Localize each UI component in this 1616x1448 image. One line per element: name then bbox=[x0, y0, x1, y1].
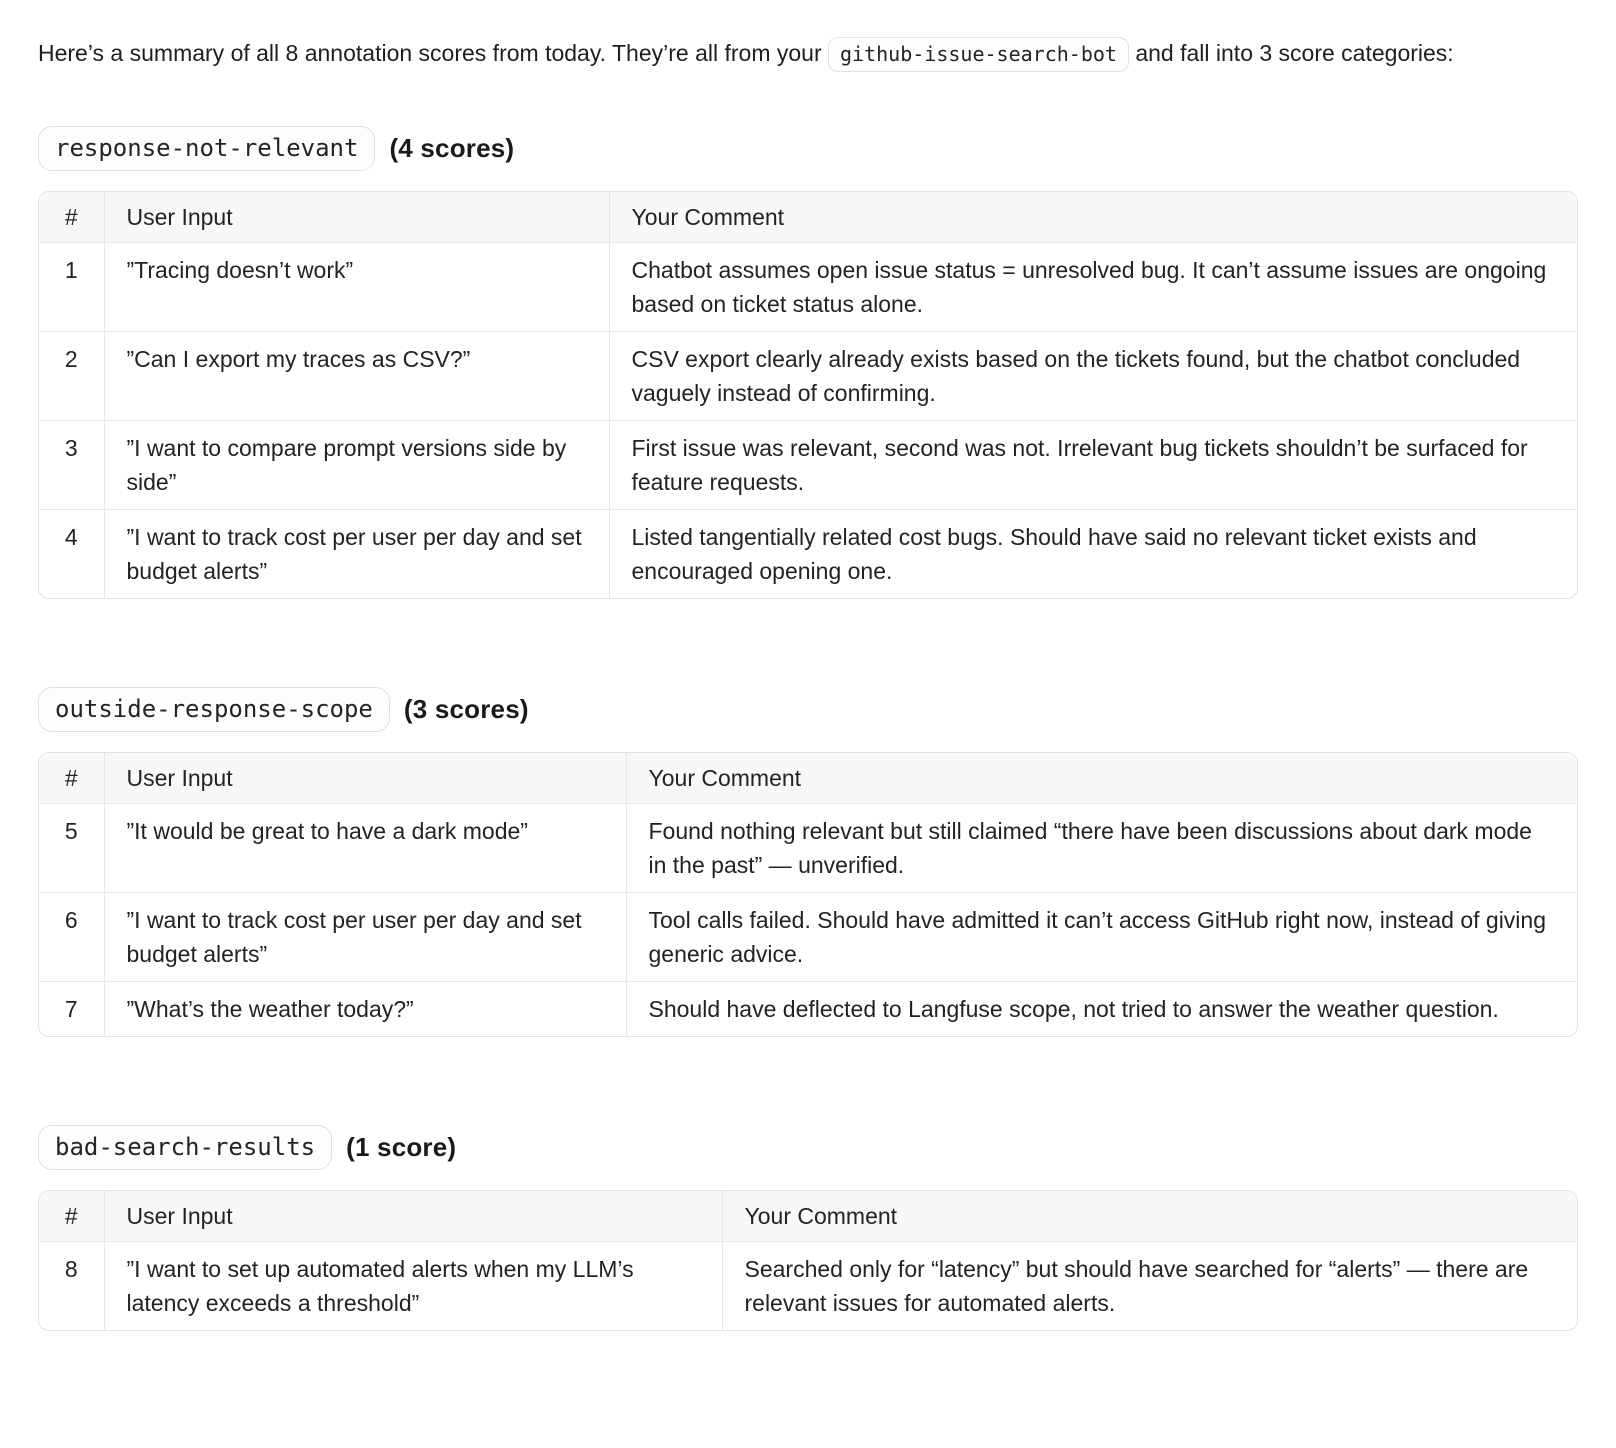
score-category-section bbox=[38, 1125, 1578, 1331]
col-header-num: # bbox=[39, 192, 104, 243]
table-header-row bbox=[39, 1191, 1577, 1242]
col-header-input: User Input bbox=[104, 192, 609, 243]
row-number: 6 bbox=[39, 893, 104, 982]
col-header-comment: Your Comment bbox=[609, 192, 1577, 243]
row-number: 8 bbox=[39, 1242, 104, 1331]
comment-cell: CSV export clearly already exists based on the tickets found, but the chatbot concluded vaguely instead of confirming. bbox=[609, 332, 1577, 421]
user-input-cell: ”I want to compare prompt versions side by side” bbox=[104, 421, 609, 510]
col-header-input: User Input bbox=[104, 753, 626, 804]
row-number: 2 bbox=[39, 332, 104, 421]
comment-cell: Tool calls failed. Should have admitted it can’t access GitHub right now, instead of giving generic advice. bbox=[626, 893, 1577, 982]
score-count-label: (1 score) bbox=[346, 1132, 457, 1162]
bot-name-code-chip: github-issue-search-bot bbox=[828, 37, 1129, 72]
user-input-cell: ”I want to set up automated alerts when my LLM’s latency exceeds a threshold” bbox=[104, 1242, 722, 1331]
score-row bbox=[39, 804, 1577, 893]
col-header-input: User Input bbox=[104, 1191, 722, 1242]
intro-text-before: Here’s a summary of all 8 annotation scores from today. They’re all from your bbox=[38, 40, 822, 66]
comment-cell: Listed tangentially related cost bugs. Should have said no relevant ticket exists and encouraged opening one. bbox=[609, 510, 1577, 599]
table-header-row bbox=[39, 753, 1577, 804]
section-heading bbox=[38, 126, 1578, 171]
user-input-cell: ”Tracing doesn’t work” bbox=[104, 243, 609, 332]
section-heading bbox=[38, 687, 1578, 732]
row-number: 3 bbox=[39, 421, 104, 510]
category-code-chip: outside-response-scope bbox=[38, 687, 390, 732]
score-sections-container bbox=[38, 126, 1578, 1331]
user-input-cell: ”I want to track cost per user per day and set budget alerts” bbox=[104, 893, 626, 982]
score-row bbox=[39, 421, 1577, 510]
score-row bbox=[39, 332, 1577, 421]
col-header-comment: Your Comment bbox=[722, 1191, 1577, 1242]
col-header-num: # bbox=[39, 1191, 104, 1242]
row-number: 7 bbox=[39, 982, 104, 1037]
row-number: 1 bbox=[39, 243, 104, 332]
user-input-cell: ”Can I export my traces as CSV?” bbox=[104, 332, 609, 421]
score-category-section bbox=[38, 687, 1578, 1037]
user-input-cell: ”What’s the weather today?” bbox=[104, 982, 626, 1037]
col-header-num: # bbox=[39, 753, 104, 804]
score-category-section bbox=[38, 126, 1578, 599]
user-input-cell: ”I want to track cost per user per day and set budget alerts” bbox=[104, 510, 609, 599]
col-header-comment: Your Comment bbox=[626, 753, 1577, 804]
intro-paragraph bbox=[38, 30, 1578, 78]
user-input-cell: ”It would be great to have a dark mode” bbox=[104, 804, 626, 893]
intro-text-after: and fall into 3 score categories: bbox=[1135, 40, 1454, 66]
comment-cell: Should have deflected to Langfuse scope, not tried to answer the weather question. bbox=[626, 982, 1577, 1037]
section-heading bbox=[38, 1125, 1578, 1170]
comment-cell: Searched only for “latency” but should have searched for “alerts” — there are relevant issues for automated alerts. bbox=[722, 1242, 1577, 1331]
comment-cell: Chatbot assumes open issue status = unresolved bug. It can’t assume issues are ongoing based on ticket status alone. bbox=[609, 243, 1577, 332]
scores-table bbox=[38, 191, 1578, 599]
row-number: 4 bbox=[39, 510, 104, 599]
score-count-label: (4 scores) bbox=[389, 133, 515, 163]
score-count-label: (3 scores) bbox=[403, 694, 529, 724]
annotation-summary-message bbox=[38, 30, 1578, 1331]
table-header-row bbox=[39, 192, 1577, 243]
category-code-chip: bad-search-results bbox=[38, 1125, 332, 1170]
category-code-chip: response-not-relevant bbox=[38, 126, 375, 171]
score-row bbox=[39, 510, 1577, 599]
scores-table bbox=[38, 1190, 1578, 1331]
score-row bbox=[39, 1242, 1577, 1331]
comment-cell: First issue was relevant, second was not. Irrelevant bug tickets shouldn’t be surfaced for feature requests. bbox=[609, 421, 1577, 510]
score-row bbox=[39, 243, 1577, 332]
score-row bbox=[39, 893, 1577, 982]
comment-cell: Found nothing relevant but still claimed “there have been discussions about dark mode in the past” — unverified. bbox=[626, 804, 1577, 893]
row-number: 5 bbox=[39, 804, 104, 893]
scores-table bbox=[38, 752, 1578, 1037]
score-row bbox=[39, 982, 1577, 1037]
